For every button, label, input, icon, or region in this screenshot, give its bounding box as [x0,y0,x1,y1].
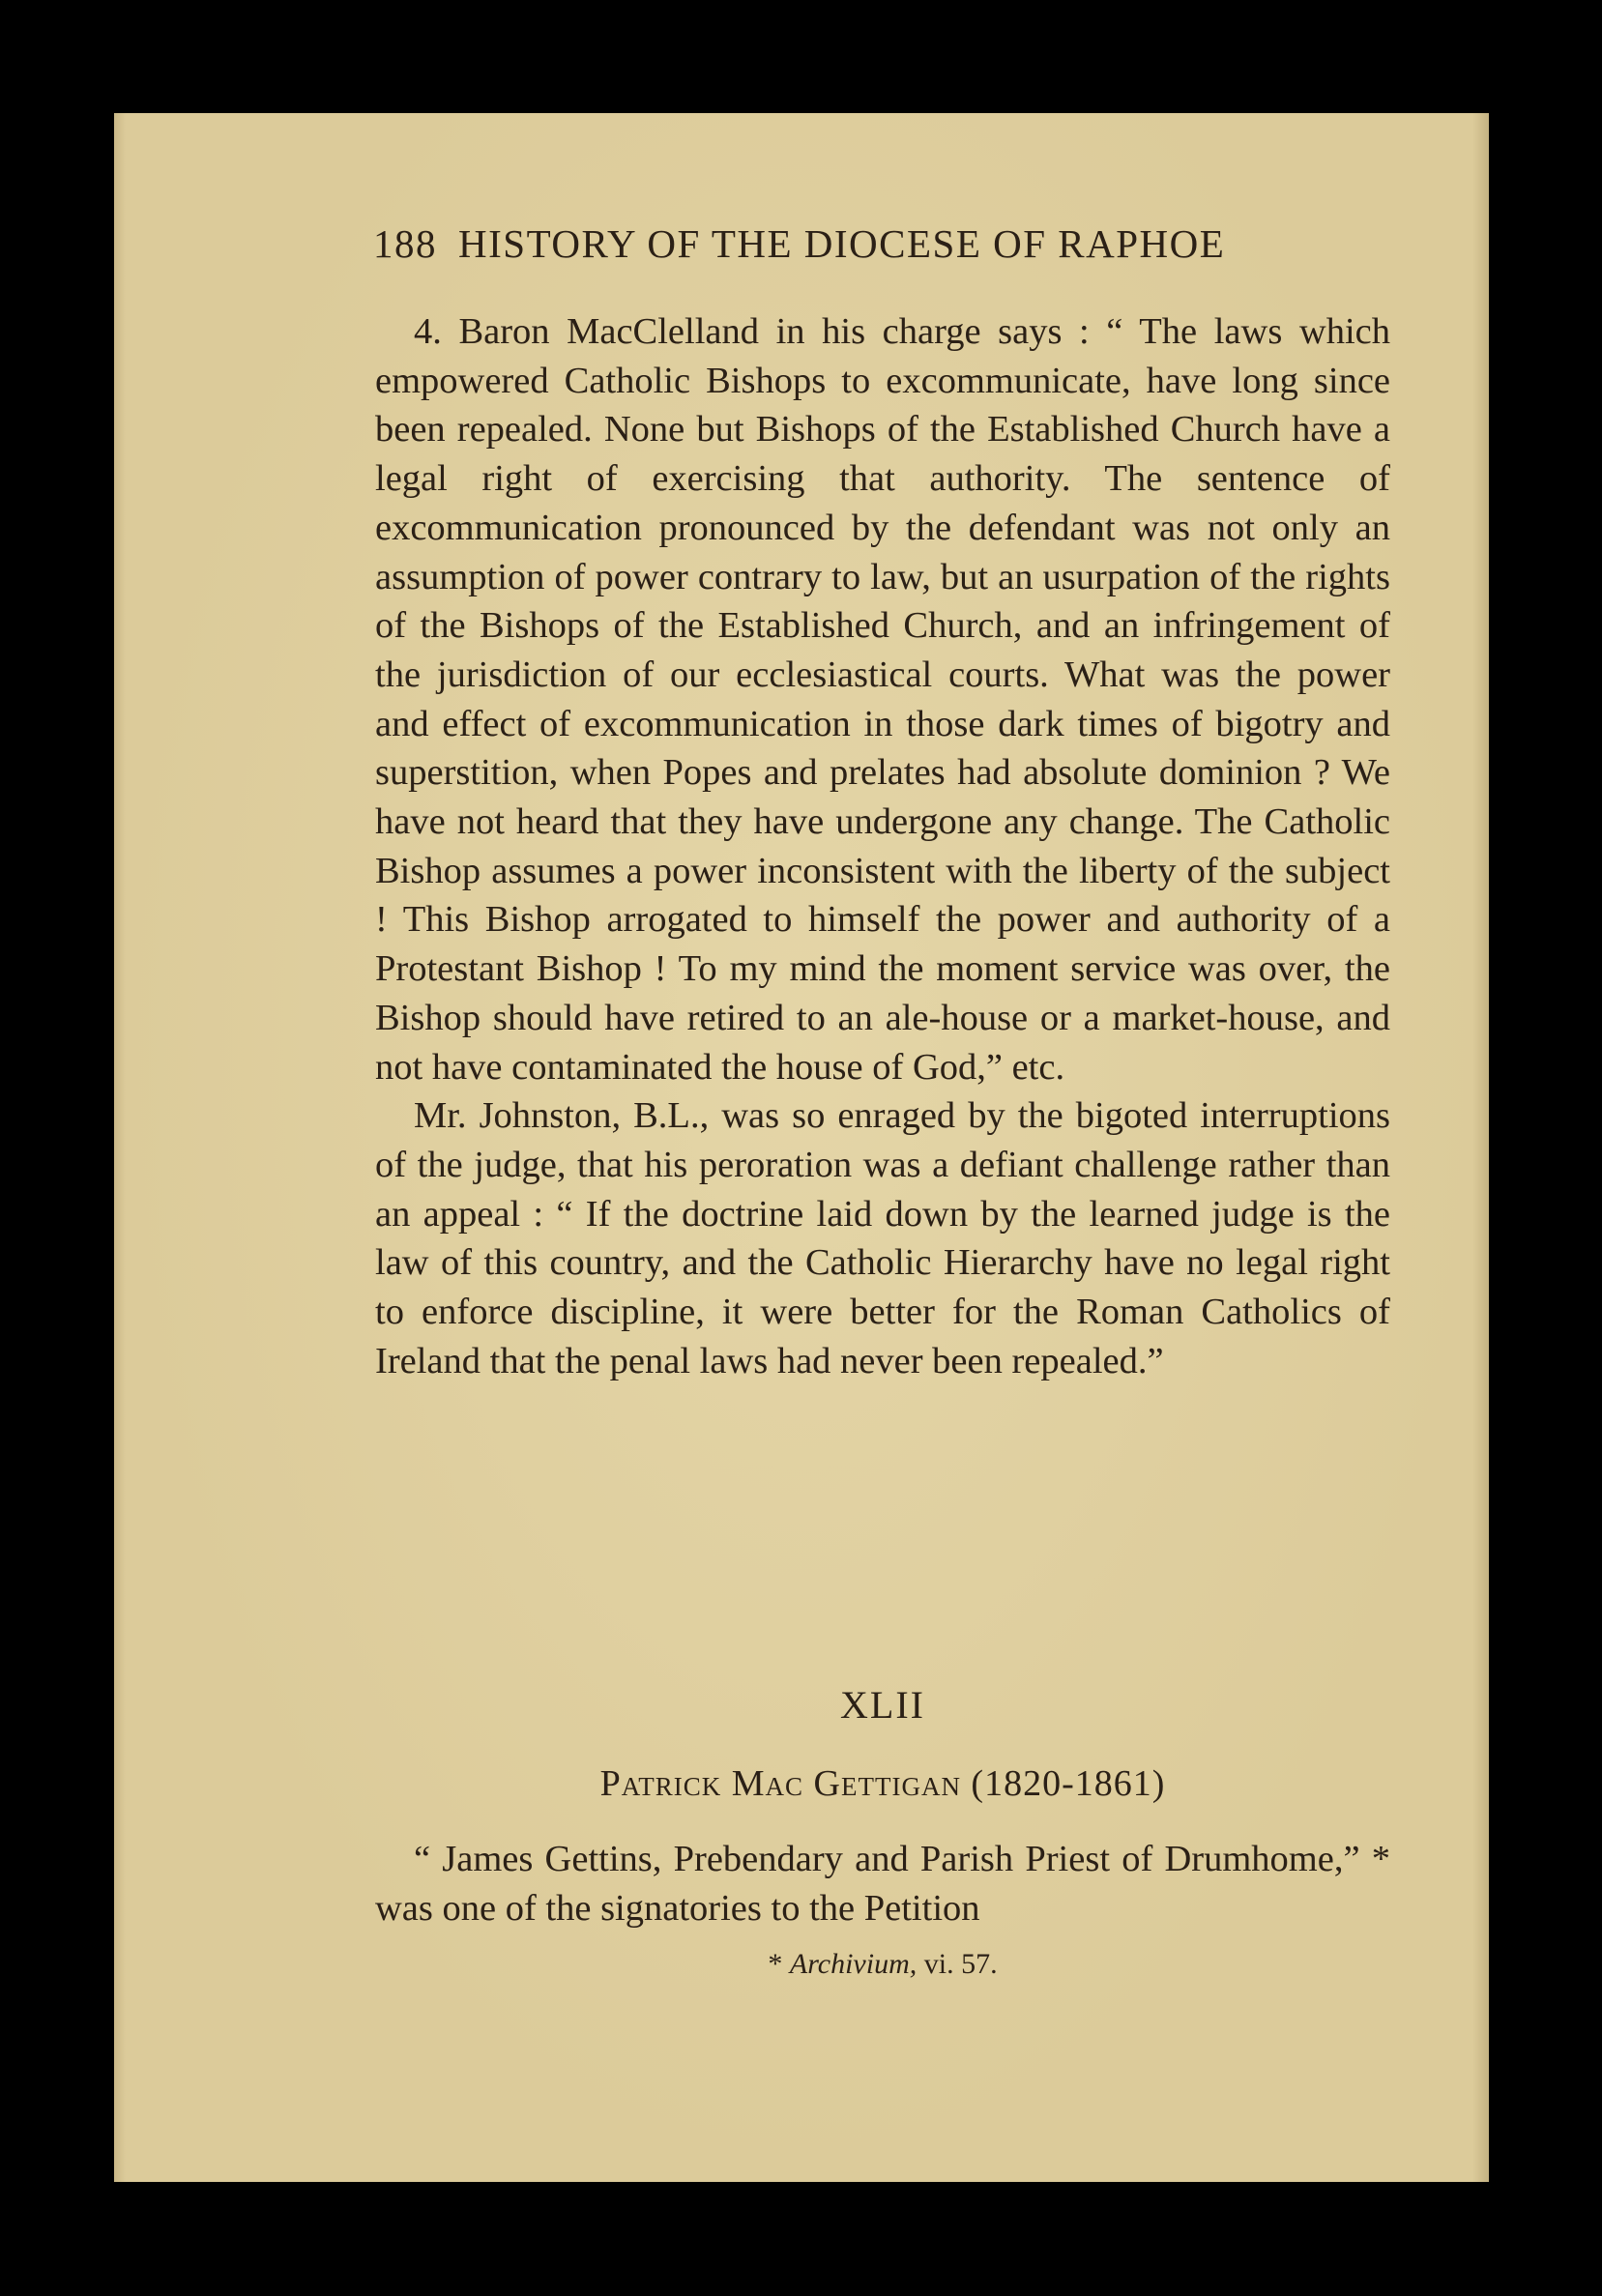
footnote-work: Archivium, [789,1948,918,1980]
footnote [375,1948,1390,1981]
chapter-number: XLII [840,1683,925,1727]
chapter-body [375,1835,1390,1933]
running-header [373,220,1350,267]
paragraph: Mr. Johnston, B.L., was so enraged by the bigoted interruptions of the judge, that his peroration was a defiant challenge rather than an appeal : “ If the doctrine laid down by the learned judge is the law of this country, and the Catholic Hierarchy have no legal right to enforce discipline, it were better for the Roman Catholics of Ireland that the penal laws had never been repealed.” [375,1095,1390,1381]
body-text [375,307,1390,1385]
running-title: HISTORY OF THE DIOCESE OF RAPHOE [458,221,1226,266]
footnote-reference: vi. 57. [917,1948,998,1980]
paragraph: 4. Baron MacClelland in his charge says : “ The laws which empowered Catholic Bishops to excommunicate, have long since been repealed. None but Bishops of the Established Church have a legal right of exercising that authority. The sentence of excommunication pronounced by the defendant was not only an assumption of power contrary to law, but an usurpation of the rights of the Bishops of the Established Church, and an infringement of the jurisdiction of our ecclesiastical courts. What was the power and effect of excommunication in those dark times of bigotry and superstition, when Popes and prelates had absolute dominion ? We have not heard that they have undergone any change. The Catholic Bishop assumes a power inconsistent with the liberty of the subject ! This Bishop arrogated to himself the power and authority of a Protestant Bishop ! To my mind the moment service was over, the Bishop should have retired to an ale-house or a market-house, and not have contaminated the house of God,” etc. [375,311,1390,1088]
footnote-marker: * [768,1948,790,1980]
paragraph: “ James Gettins, Prebendary and Parish Priest of Drumhome,” * was one of the signatories to the Petition [375,1839,1390,1929]
chapter-title: Patrick Mac Gettigan (1820-1861) [599,1763,1166,1804]
page-number: 188 [373,221,437,266]
